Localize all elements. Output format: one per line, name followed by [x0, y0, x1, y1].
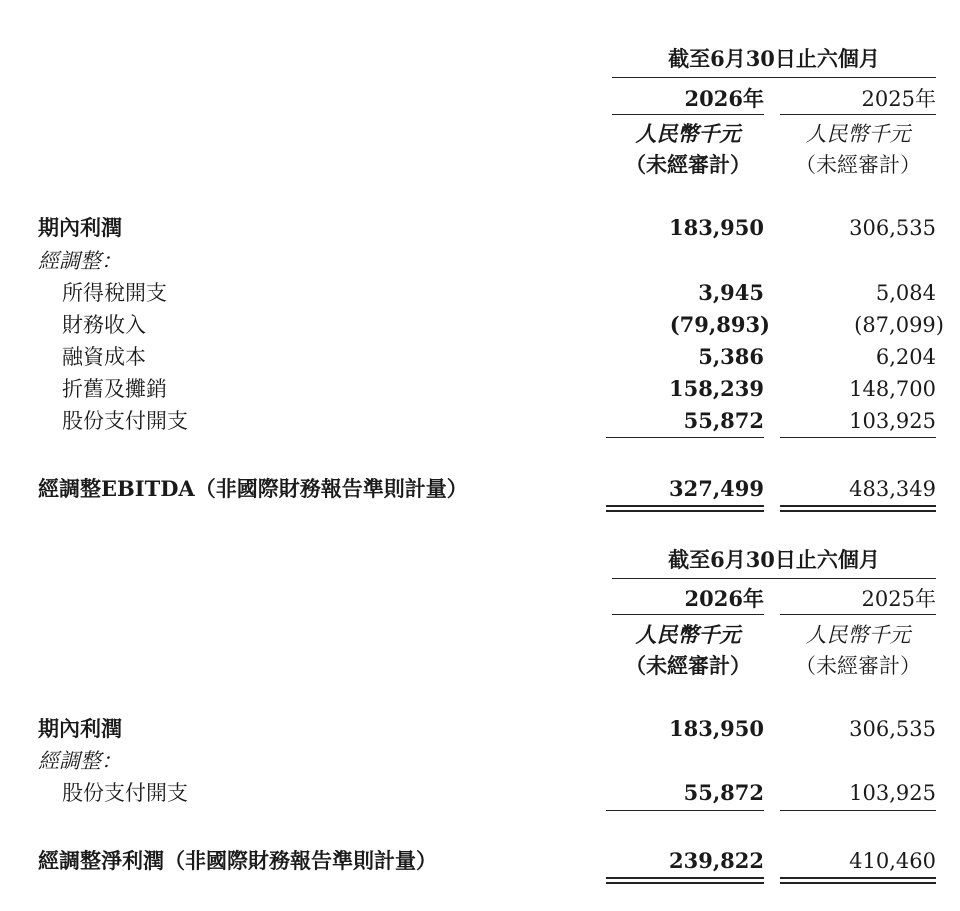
year-rule-2025	[780, 614, 936, 615]
col-2026-audit: （未經審計）	[625, 653, 751, 678]
col-2025-unit: 人民幣千元	[805, 623, 911, 647]
total-double-rule-2026	[606, 510, 764, 512]
profit-label: 期內利潤	[38, 215, 122, 240]
row-label: 股份支付開支	[62, 409, 188, 433]
col-2025-year: 2025年	[861, 87, 936, 111]
header-rule	[612, 77, 936, 78]
row-2026: 3,945	[698, 280, 764, 305]
row-2026: 55,872	[683, 408, 764, 433]
col-2026-unit: 人民幣千元	[635, 622, 741, 647]
total-2026: 239,822	[669, 848, 764, 873]
total-2026: 327,499	[669, 476, 764, 501]
row-2025: 148,700	[849, 377, 936, 401]
period-header: 截至6月30日止六個月	[668, 547, 880, 572]
row-label: 股份支付開支	[62, 781, 188, 805]
year-rule-2025	[780, 114, 936, 115]
total-double-rule-2025	[780, 510, 936, 512]
subtotal-rule-2026	[606, 437, 764, 438]
profit-label: 期內利潤	[38, 716, 122, 741]
row-2026: 158,239	[669, 376, 764, 401]
col-2025-unit: 人民幣千元	[805, 122, 911, 146]
row-2025: 6,204	[875, 345, 936, 369]
row-2025: (87,099)	[854, 313, 944, 337]
profit-2025: 306,535	[849, 717, 936, 741]
row-label: 財務收入	[62, 313, 146, 337]
subtotal-rule-2026	[606, 810, 764, 811]
total-label: 經調整淨利潤（非國際財務報告準則計量）	[38, 848, 437, 873]
total-2025: 410,460	[849, 849, 936, 873]
subtotal-rule-2025	[780, 437, 936, 438]
row-label: 折舊及攤銷	[62, 377, 167, 401]
col-2026-year: 2026年	[684, 86, 764, 111]
total-double-rule-2026	[606, 877, 764, 879]
row-2026: 5,386	[698, 344, 764, 369]
col-2025-year: 2025年	[861, 587, 936, 611]
year-rule-2026	[612, 114, 764, 115]
row-2026: 55,872	[683, 780, 764, 805]
total-double-rule-2026	[606, 505, 764, 507]
col-2025-audit: （未經審計）	[795, 654, 921, 678]
row-2025: 5,084	[875, 281, 936, 305]
row-2026: (79,893)	[669, 312, 770, 337]
period-header: 截至6月30日止六個月	[668, 46, 880, 71]
header-rule	[612, 578, 936, 579]
adjust-label: 經調整：	[38, 749, 122, 773]
profit-2026: 183,950	[669, 716, 764, 741]
year-rule-2026	[612, 614, 764, 615]
col-2026-unit: 人民幣千元	[635, 121, 741, 146]
profit-2025: 306,535	[849, 216, 936, 240]
row-2025: 103,925	[849, 781, 936, 805]
profit-2026: 183,950	[669, 215, 764, 240]
total-double-rule-2026	[606, 882, 764, 884]
col-2025-audit: （未經審計）	[795, 153, 921, 177]
total-2025: 483,349	[849, 477, 936, 501]
row-label: 融資成本	[62, 345, 146, 369]
total-double-rule-2025	[780, 505, 936, 507]
total-double-rule-2025	[780, 882, 936, 884]
total-label: 經調整EBITDA（非國際財務報告準則計量）	[38, 476, 468, 501]
row-label: 所得稅開支	[62, 281, 167, 305]
adjust-label: 經調整：	[38, 249, 122, 273]
col-2026-year: 2026年	[684, 586, 764, 611]
row-2025: 103,925	[849, 409, 936, 433]
col-2026-audit: （未經審計）	[625, 152, 751, 177]
total-double-rule-2025	[780, 877, 936, 879]
subtotal-rule-2025	[780, 810, 936, 811]
